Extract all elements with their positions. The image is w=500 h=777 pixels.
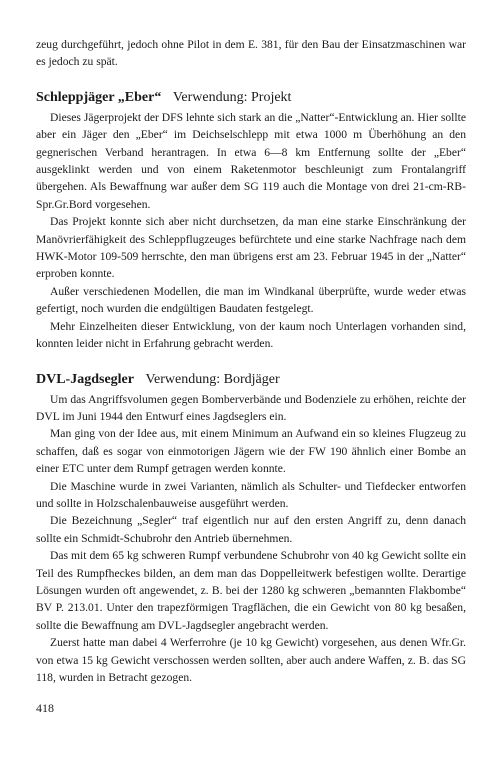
book-page: [36, 36, 466, 756]
section-usage: Verwendung: Bordjäger: [145, 371, 280, 387]
paragraph: Zuerst hatte man dabei 4 Werferrohre (je 10 kg Gewicht) vorgesehen, aus denen Wfr.Gr. von etwa 15 kg Gewicht verschossen werden sollten, aber auch andere Waffen, z. B. das SG 118, wurden in Betracht gezogen.: [36, 636, 466, 684]
paragraph: Die Maschine wurde in zwei Varianten, nämlich als Schulter- und Tiefdecker entworfen und sollte in Holzschalenbauweise ausgeführt werden.: [36, 479, 466, 510]
paragraph: Um das Angriffsvolumen gegen Bomberverbände und Bodenziele zu erhöhen, reichte der DVL im Juni 1944 den Entwurf eines Jagdseglers ein.: [36, 392, 466, 423]
section-usage: Verwendung: Projekt: [172, 89, 292, 105]
page-number: 418: [36, 701, 54, 715]
paragraph: Mehr Einzelheiten dieser Entwicklung, von der kaum noch Unterlagen vorhanden sind, konnten leider nicht in Erfahrung gebracht werden.: [36, 319, 466, 351]
paragraph: Man ging von der Idee aus, mit einem Minimum an Aufwand ein so kleines Flugzeug zu schaffen, daß es sogar von einmotorigen Jägern wie der FW 190 ähnlich einer Bombe an einer ETC unter dem Rumpf getragen werden konnte.: [36, 427, 466, 476]
section-heading: [36, 371, 466, 389]
section-dvl-jagdsegler: [36, 371, 466, 687]
section-title: Schleppjäger „Eber“: [36, 89, 162, 105]
paragraph: Das Projekt konnte sich aber nicht durchsetzen, da man eine starke Einschränkung der Manövrierfähigkeit des Schleppflugzeuges befürchtete und eine starke Nachfrage nach dem HWK-Motor 109-509 herrschte, den man übrigens erst am 23. Februar 1945 in der „Natter“ erproben konnte.: [36, 215, 466, 281]
section-schleppjaeger-eber: [36, 89, 466, 353]
paragraph: Außer verschiedenen Modellen, die man im Windkanal überprüfte, wurde weder etwas gefertigt, noch wurden die endgültigen Baudaten festgelegt.: [36, 284, 466, 316]
paragraph: Die Bezeichnung „Segler“ traf eigentlich nur auf den ersten Angriff zu, denn danach sollte ein Schmidt-Schubrohr den Antrieb übernehmen.: [36, 514, 466, 545]
section-heading: [36, 89, 466, 107]
paragraph: Das mit dem 65 kg schweren Rumpf verbundene Schubrohr von 40 kg Gewicht sollte ein Teil des Rumpfheckes bilden, an dem man das Doppelleitwerk befestigen wollte. Derartige Lösungen wurden oft angewendet, z. B. bei der 1280 kg schweren „bemannten Flakbombe“ BV P. 213.01. Unter den trapezförmigen Tragflächen, die ein Gewicht von 80 kg besaßen, sollte die Bewaffnung am DVL-Jagdsegler angebracht werden.: [36, 549, 466, 632]
section-title: DVL-Jagdsegler: [36, 371, 134, 387]
intro-paragraph: zeug durchgeführt, jedoch ohne Pilot in dem E. 381, für den Bau der Einsatzmaschinen war es jedoch zu spät.: [36, 38, 466, 69]
paragraph: Dieses Jägerprojekt der DFS lehnte sich stark an die „Natter“-Entwicklung an. Hier sollte aber ein Jäger den „Eber“ im Deichselschlepp mit etwa 1000 m Überhöhung an den gegnerischen Verband herantragen. In etwa 6—8 km Entfernung sollte der „Eber“ ausgeklinkt werden und von einem Raketenmotor beschleunigt zum Frontalangriff übergehen. Als Bewaffnung war außer dem SG 119 auch die Montage von drei 21-cm-RB-Spr.Gr.Bord vorgesehen.: [36, 110, 466, 211]
